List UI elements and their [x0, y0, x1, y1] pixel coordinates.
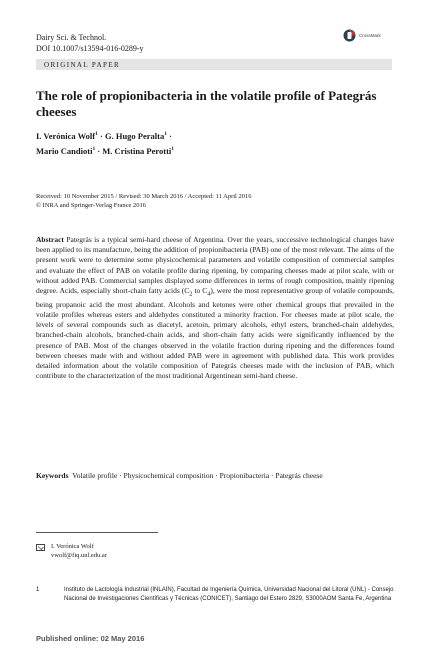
article-history	[36, 193, 396, 210]
envelope-icon	[36, 544, 45, 551]
author-line-2	[36, 143, 396, 158]
author-affiliation-mark: 1	[95, 131, 98, 137]
keywords	[36, 471, 376, 481]
keywords-label: Keywords	[36, 471, 69, 480]
author-affiliation-mark: 1	[92, 145, 96, 152]
author-name[interactable]: I. Verónica Wolf	[36, 130, 96, 141]
subscript: 4	[207, 290, 211, 298]
footnote-divider	[36, 532, 158, 533]
crossmark-icon	[343, 29, 356, 42]
author-line-1	[36, 128, 396, 143]
contact-name: I. Verónica Wolf	[51, 543, 94, 550]
affiliation	[36, 586, 394, 603]
author-separator: ·	[95, 145, 103, 156]
abstract-label: Abstract	[36, 235, 64, 244]
crossmark-badge[interactable]	[343, 29, 381, 42]
abstract	[36, 235, 394, 381]
paper-title: The role of propionibacteria in the volatile profile of Pategrás cheeses	[36, 88, 377, 119]
history-dates: Received: 10 November 2015 / Revised: 30 March 2016 / Accepted: 11 April 2016	[36, 193, 252, 200]
contact-email[interactable]: vwolf@fiq.unl.edu.ar	[51, 552, 107, 559]
author-separator: ·	[166, 130, 172, 141]
abstract-text-3: ), were the most representative group of volatile compounds, being propanoic acid the most abundant. Alcohols and ketones were other chemical groups that prevailed in the volatile profiles whereas esters and aldehydes constituted a minority fraction. For cheeses made at pilot scale, the levels of several compounds such as diacetyl, acetoin, primary alcohols, ethyl esters, branched-chain aldehydes, branched-chain alcohols, branched-chain acids, and short-chain fatty acids were significantly influenced by the presence of PAB. Most of the changes observed in the volatile fraction during ripening and the differences found between cheeses made with and without added PAB were in agreement with published data. This work provides detailed information about the volatile composition of Pategrás cheeses made with the inclusion of PAB, which contribute to the characterization of the most traditional Argentinean semi-hard cheese.	[36, 286, 394, 381]
abstract-text-1: Pategrás is a typical semi-hard cheese of Argentina. Over the years, successive technological changes have been applied to its manufacture, being the addition of propionibacteria (PAB) one of the most relevant. The aims of the present work were to determine some physicochemical parameters and volatile composition of commercial samples and evaluate the effect of PAB on volatile profile during ripening, by comparing cheeses made at pilot scale, with or without added PAB. Commercial samples displayed some differences in terms of rough composition, mainly ripening degree. Acids, especially short-chain fatty acids (C	[36, 235, 395, 296]
author-affiliation-mark: 1	[164, 131, 167, 137]
journal-header	[36, 33, 144, 54]
affiliation-text: Instituto de Lactología Industrial (INLAIN), Facultad de Ingeniería Química, Universidad Nacional del Litoral (UNL) - Consejo Nacional de Investigaciones Científicas y Técnicas (CONICET), Santiago del Estero 2829, S3000AOM Santa Fe, Argentina	[64, 587, 394, 602]
published-date: Published online: 02 May 2016	[36, 634, 145, 643]
section-ribbon	[36, 59, 392, 70]
corresponding-author	[36, 542, 107, 560]
crossmark-label: CrossMark	[359, 33, 381, 38]
doi[interactable]: DOI 10.1007/s13594-016-0289-y	[36, 43, 144, 53]
author-separator: ·	[97, 130, 105, 141]
author-name[interactable]: G. Hugo Peralta	[104, 130, 165, 141]
author-name[interactable]: M. Cristina Perotti	[102, 145, 172, 156]
keywords-text: Volatile profile · Physicochemical composition · Propionibacteria · Pategrás cheese	[72, 471, 323, 480]
author-affiliation-mark: 1	[171, 145, 175, 152]
abstract-text-2: to C	[192, 286, 208, 296]
author-list	[36, 128, 396, 158]
copyright-line: © INRA and Springer-Verlag France 2016	[36, 201, 147, 209]
section-label: ORIGINAL PAPER	[44, 61, 121, 69]
subscript: 2	[189, 290, 193, 298]
author-name[interactable]: Mario Candioti	[36, 145, 93, 156]
journal-name: Dairy Sci. & Technol.	[36, 33, 107, 42]
affiliation-number: 1	[36, 587, 40, 593]
